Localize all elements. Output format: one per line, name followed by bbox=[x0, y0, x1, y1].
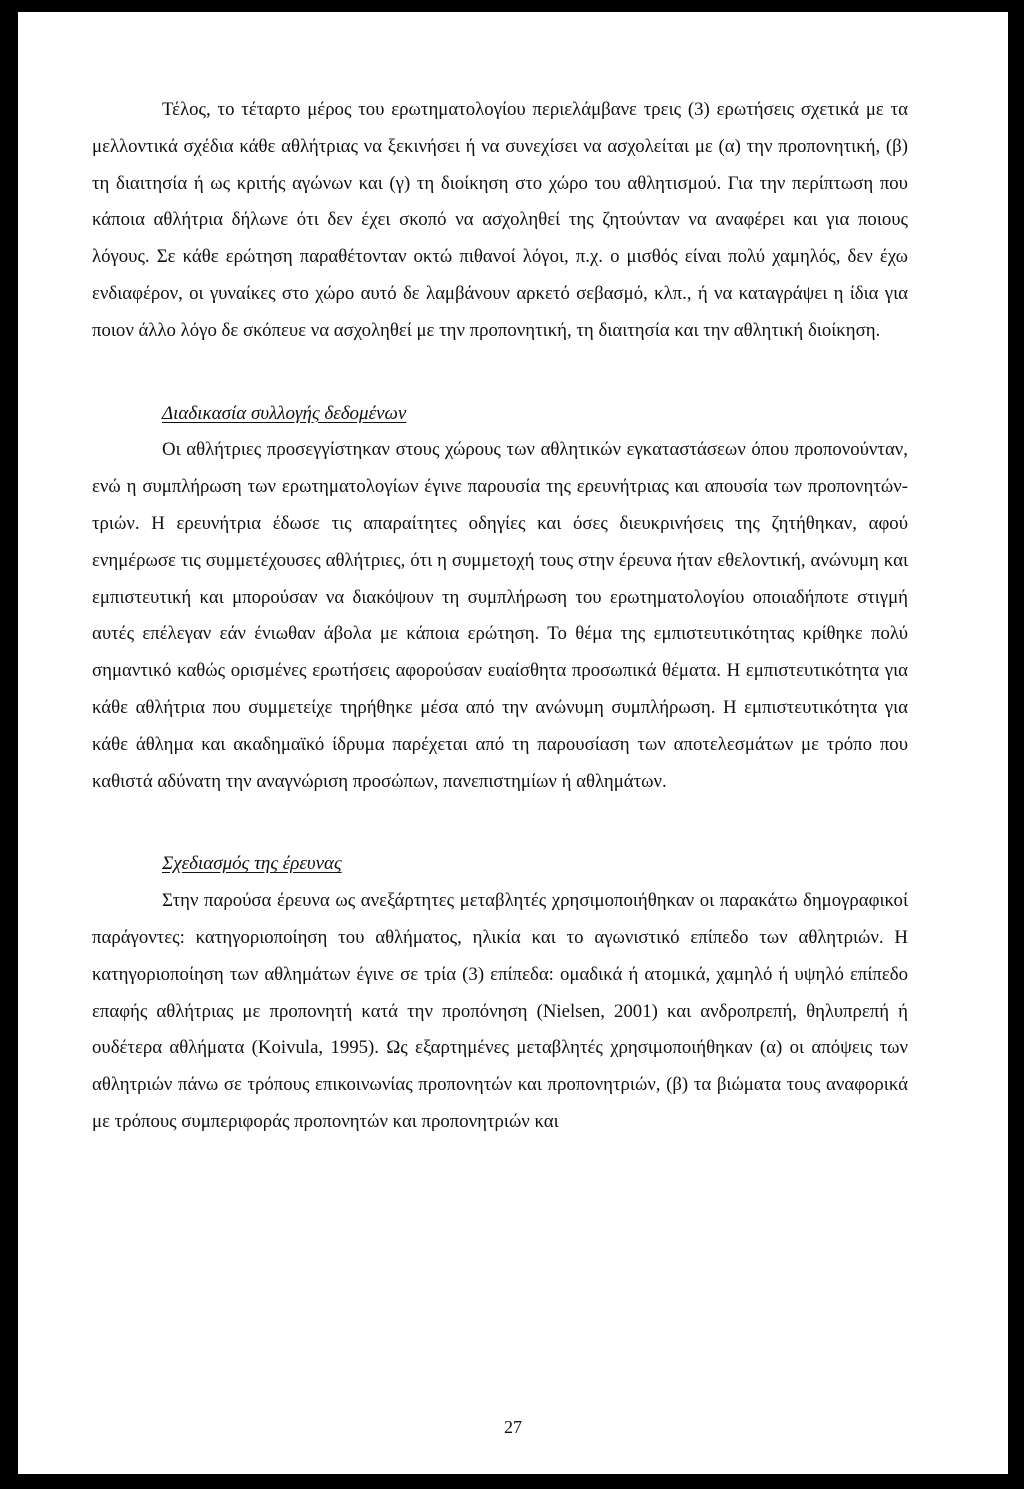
section-heading-data-collection: Διαδικασία συλλογής δεδομένων bbox=[162, 402, 407, 424]
intro-paragraph: Τέλος, το τέταρτο μέρος του ερωτηματολογίου περιελάμβανε τρεις (3) ερωτήσεις σχετικά με τα μελλοντικά σχέδια κάθε αθλήτριας να ξεκινήσει ή να συνεχίσει να ασχολείται με (α) την προπονητική, (β) τη διαιτησία ή ως κριτής αγώνων και (γ) τη διοίκηση στο χώρο του αθλητισμού. Για την περίπτωση που κάποια αθλήτρια δήλωνε ότι δεν έχει σκοπό να ασχοληθεί της ζητούνταν να αναφέρει και για ποιους λόγους. Σε κάθε ερώτηση παραθέτονταν οκτώ πιθανοί λόγοι, π.χ. ο μισθός είναι πολύ χαμηλός, δεν έχω ενδιαφέρον, οι γυναίκες στο χώρο αυτό δε λαμβάνουν αρκετό σεβασμό, κλπ., ή να καταγράψει η ίδια για ποιον άλλο λόγο δε σκόπευε να ασχοληθεί με την προπονητική, τη διαιτησία και την αθλητική διοίκηση. bbox=[92, 99, 908, 341]
section-heading-research-design: Σχεδιασμός της έρευνας bbox=[162, 853, 342, 875]
research-design-paragraph: Στην παρούσα έρευνα ως ανεξάρτητες μεταβλητές χρησιμοποιήθηκαν οι παρακάτω δημογραφικοί παράγοντες: κατηγοριοποίηση του αθλήματος, ηλικία και το αγωνιστικό επίπεδο των αθλητριών. Η κατηγοριοποίηση των αθλημάτων έγινε σε τρία (3) επίπεδα: ομαδικά ή ατομικά, χαμηλό ή υψηλό επίπεδο επαφής αθλήτριας με προπονητή κατά την προπόνηση (Nielsen, 2001) και ανδροπρεπή, θηλυπρεπή ή ουδέτερα αθλήματα (Koivula, 1995). Ως εξαρτημένες μεταβλητές χρησιμοποιήθηκαν (α) οι απόψεις των αθλητριών πάνω σε τρόπους επικοινωνίας προπονητών και προπονητριών, (β) τα βιώματα τους αναφορικά με τρόπους συμπεριφοράς προπονητών και προπονητριών και bbox=[92, 890, 908, 1132]
page-number: 27 bbox=[504, 1417, 522, 1437]
document-body bbox=[92, 92, 908, 1141]
document-page bbox=[18, 12, 1008, 1474]
spacer bbox=[92, 350, 908, 396]
data-collection-paragraph: Οι αθλήτριες προσεγγίστηκαν στους χώρους των αθλητικών εγκαταστάσεων όπου προπονούνταν, ενώ η συμπλήρωση των ερωτηματολογίων έγινε παρουσία της ερευνήτριας και απουσία των προπονητών-τριών. Η ερευνήτρια έδωσε τις απαραίτητες οδηγίες και όσες διευκρινήσεις της ζητήθηκαν, αφού ενημέρωσε τις συμμετέχουσες αθλήτριες, ότι η συμμετοχή τους στην έρευνα ήταν εθελοντική, ανώνυμη και εμπιστευτική και μπορούσαν να διακόψουν τη συμπλήρωση του ερωτηματολογίου οποιαδήποτε στιγμή αυτές επέλεγαν εάν ένιωθαν άβολα με κάποια ερώτηση. Το θέμα της εμπιστευτικότητας κρίθηκε πολύ σημαντικό καθώς ορισμένες ερωτήσεις αφορούσαν ευαίσθητα προσωπικά θέματα. Η εμπιστευτικότητα για κάθε αθλήτρια που συμμετείχε τηρήθηκε μέσα από την ανώνυμη συμπλήρωση. Η εμπιστευτικότητα για κάθε άθλημα και ακαδημαϊκό ίδρυμα παρέχεται από τη παρουσίαση των αποτελεσμάτων με τρόπο που καθιστά αδύνατη την αναγνώριση προσώπων, πανεπιστημίων ή αθλημάτων. bbox=[92, 439, 908, 792]
spacer bbox=[92, 800, 908, 846]
